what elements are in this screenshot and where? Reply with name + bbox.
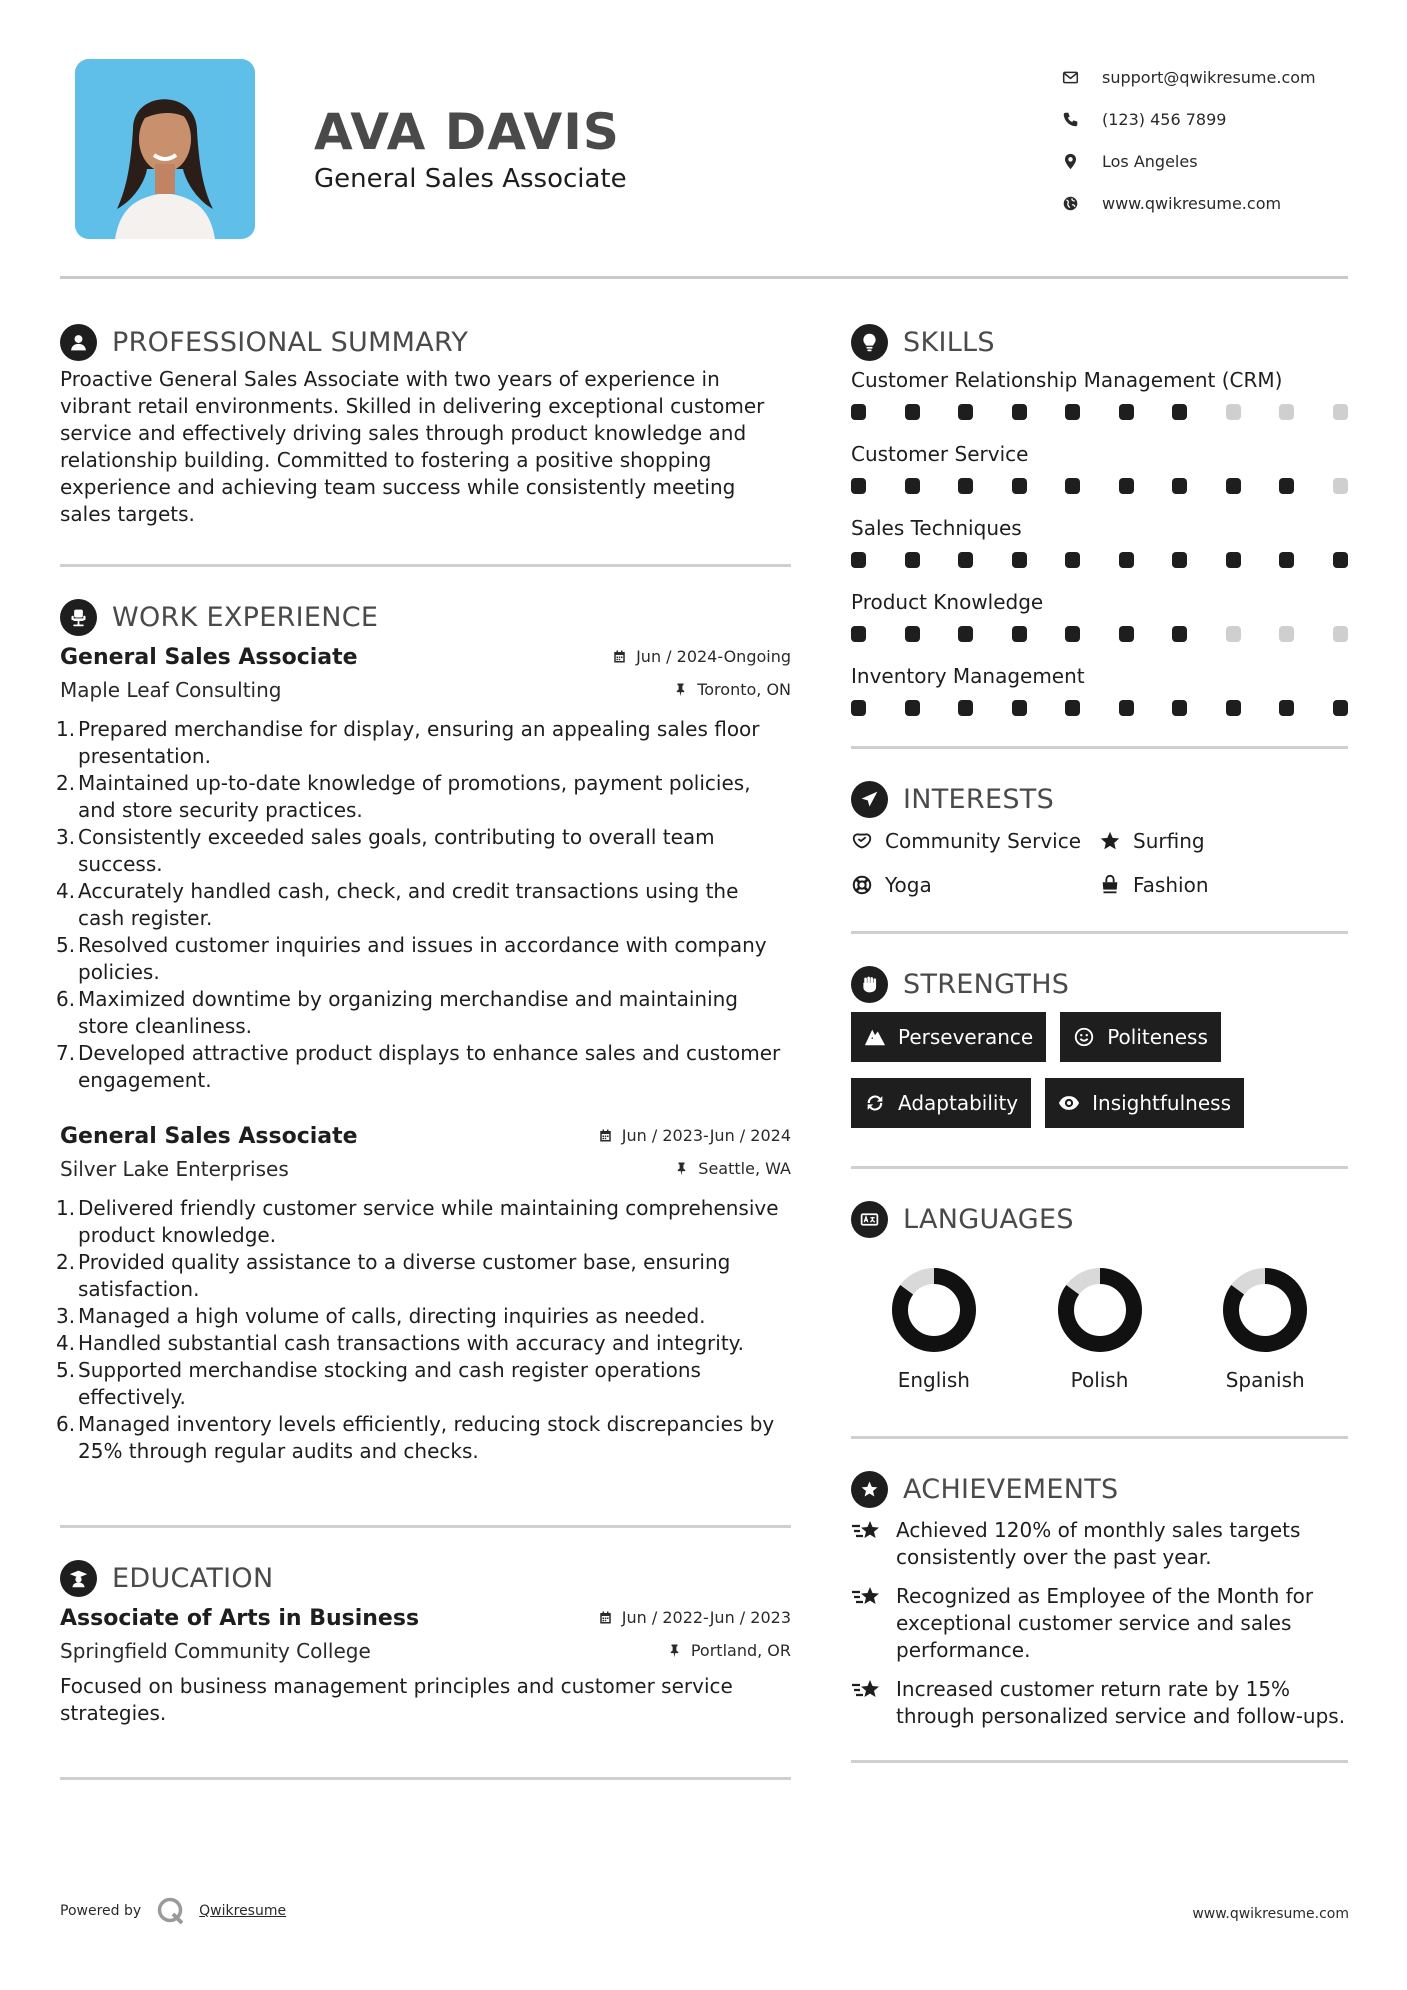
job-bullets bbox=[56, 716, 791, 1094]
rating-dot-filled bbox=[1226, 552, 1241, 568]
skill-rating bbox=[851, 616, 1348, 662]
lifebuoy-icon bbox=[851, 874, 873, 896]
rating-dot-filled bbox=[1226, 700, 1241, 716]
rating-dot-filled bbox=[1279, 700, 1294, 716]
rating-dot-filled bbox=[851, 478, 866, 494]
list-item: 5. Supported merchandise stocking and cash register operations effectively. bbox=[56, 1358, 701, 1409]
achievement-item bbox=[851, 1517, 1348, 1571]
contact-location bbox=[1062, 140, 1382, 182]
rating-dot-filled bbox=[958, 478, 973, 494]
skill-rating bbox=[851, 690, 1348, 736]
rating-dot-filled bbox=[1119, 404, 1134, 420]
shooting-star-icon bbox=[851, 1677, 883, 1703]
rating-dot-filled bbox=[1012, 478, 1027, 494]
summary-heading bbox=[60, 322, 791, 362]
rating-dot-filled bbox=[1065, 700, 1080, 716]
rating-dot-filled bbox=[1119, 626, 1134, 642]
language-donut bbox=[891, 1267, 977, 1353]
job-entry bbox=[56, 1124, 791, 1465]
envelope-icon bbox=[1062, 69, 1102, 86]
interests-heading bbox=[851, 779, 1348, 819]
star-icon bbox=[1099, 830, 1121, 852]
interest-item bbox=[851, 827, 1099, 855]
eye-icon bbox=[1058, 1092, 1080, 1114]
profile-photo bbox=[75, 59, 255, 239]
location-pin-icon bbox=[1062, 153, 1102, 170]
rating-dot-empty bbox=[1333, 404, 1348, 420]
rating-dot-filled bbox=[958, 626, 973, 642]
user-icon bbox=[60, 324, 97, 361]
job-date bbox=[612, 647, 791, 666]
rating-dot-filled bbox=[1333, 700, 1348, 716]
smile-icon bbox=[1073, 1026, 1095, 1048]
interest-label: Yoga bbox=[885, 873, 932, 897]
summary-text: Proactive General Sales Associate with two years of experience in vibrant retail environments. Skilled in delivering exceptional customer service and effectively driving sales through product knowledge and relationship building. Committed to fostering a positive shopping experience and achieving team success while consistently meeting sales targets. bbox=[60, 367, 765, 526]
contact-website[interactable] bbox=[1062, 182, 1382, 224]
list-item: 1. Prepared merchandise for display, ensuring an appealing sales floor presentation. bbox=[56, 717, 760, 768]
experience-heading bbox=[60, 597, 791, 637]
handshake-icon bbox=[851, 830, 873, 852]
interest-label: Fashion bbox=[1133, 873, 1209, 897]
rating-dot-filled bbox=[905, 626, 920, 642]
education-date-text: Jun / 2022-Jun / 2023 bbox=[621, 1608, 791, 1627]
achievement-text: Recognized as Employee of the Month for exceptional customer service and sales performance. bbox=[896, 1584, 1314, 1662]
rating-dot-filled bbox=[1172, 626, 1187, 642]
contact-phone[interactable] bbox=[1062, 98, 1382, 140]
rating-dot-filled bbox=[1279, 478, 1294, 494]
calendar-icon bbox=[598, 1128, 613, 1143]
list-item: 7. Developed attractive product displays to enhance sales and customer engagement. bbox=[56, 1041, 781, 1092]
star-badge-icon bbox=[851, 1471, 888, 1508]
skill-item bbox=[851, 662, 1348, 736]
list-item: 4. Handled substantial cash transactions with accuracy and integrity. bbox=[56, 1331, 744, 1355]
left-column bbox=[56, 322, 791, 1780]
list-item: 6. Managed inventory levels efficiently, reducing stock discrepancies by 25% through regular audits and checks. bbox=[56, 1412, 775, 1463]
skill-name: Customer Relationship Management (CRM) bbox=[851, 368, 1283, 392]
languages-title: LANGUAGES bbox=[903, 1203, 1074, 1235]
education-text: Focused on business management principles and customer service strategies. bbox=[60, 1674, 733, 1725]
languages-heading bbox=[851, 1199, 1348, 1239]
job-date-text: Jun / 2023-Jun / 2024 bbox=[621, 1126, 791, 1145]
language-item bbox=[1017, 1267, 1183, 1392]
rating-dot-filled bbox=[1119, 700, 1134, 716]
rating-dot-filled bbox=[1172, 404, 1187, 420]
rating-dot-filled bbox=[1012, 700, 1027, 716]
contact-email-text: support@qwikresume.com bbox=[1102, 67, 1316, 87]
language-item bbox=[851, 1267, 1017, 1392]
job-title: General Sales Associate bbox=[60, 645, 358, 670]
section-divider bbox=[851, 1166, 1348, 1169]
job-location-text: Seattle, WA bbox=[698, 1159, 791, 1178]
shooting-star-icon bbox=[851, 1518, 883, 1544]
achievement-text: Increased customer return rate by 15% through personalized service and follow-ups. bbox=[896, 1677, 1346, 1728]
language-donut bbox=[1222, 1267, 1308, 1353]
list-item: 2. Provided quality assistance to a diverse customer base, ensuring satisfaction. bbox=[56, 1250, 731, 1301]
job-company: Silver Lake Enterprises bbox=[60, 1157, 289, 1181]
strengths-heading bbox=[851, 964, 1348, 1004]
rating-dot-filled bbox=[1012, 404, 1027, 420]
rating-dot-filled bbox=[905, 700, 920, 716]
job-location bbox=[673, 680, 791, 699]
language-name: English bbox=[897, 1368, 970, 1392]
interest-label: Community Service bbox=[885, 829, 1082, 853]
job-location-text: Toronto, ON bbox=[697, 680, 791, 699]
contact-list bbox=[1062, 56, 1382, 224]
strengths-title: STRENGTHS bbox=[903, 968, 1070, 1000]
achievement-text: Achieved 120% of monthly sales targets consistently over the past year. bbox=[896, 1518, 1301, 1569]
contact-email[interactable] bbox=[1062, 56, 1382, 98]
list-item: 3. Managed a high volume of calls, directing inquiries as needed. bbox=[56, 1304, 706, 1328]
education-title: EDUCATION bbox=[112, 1562, 274, 1594]
skill-item bbox=[851, 514, 1348, 588]
rating-dot-filled bbox=[851, 700, 866, 716]
calendar-icon bbox=[598, 1610, 613, 1625]
list-item: 4. Accurately handled cash, check, and credit transactions using the cash register. bbox=[56, 879, 739, 930]
rating-dot-filled bbox=[851, 626, 866, 642]
job-date bbox=[598, 1126, 791, 1145]
rating-dot-filled bbox=[1065, 552, 1080, 568]
rating-dot-filled bbox=[851, 552, 866, 568]
rating-dot-filled bbox=[1279, 552, 1294, 568]
pushpin-icon bbox=[667, 1643, 682, 1658]
interests-title: INTERESTS bbox=[903, 783, 1055, 815]
section-divider bbox=[851, 931, 1348, 934]
section-divider bbox=[60, 564, 791, 567]
skills-list bbox=[851, 366, 1348, 736]
rating-dot-filled bbox=[1119, 478, 1134, 494]
strength-chip bbox=[1060, 1012, 1221, 1062]
education-heading bbox=[60, 1558, 791, 1598]
rating-dot-empty bbox=[1279, 404, 1294, 420]
rating-dot-filled bbox=[958, 404, 973, 420]
skill-name: Sales Techniques bbox=[851, 516, 1022, 540]
language-item bbox=[1182, 1267, 1348, 1392]
rating-dot-empty bbox=[1279, 626, 1294, 642]
rating-dot-filled bbox=[851, 404, 866, 420]
list-item: 1. Delivered friendly customer service while maintaining comprehensive product knowledge. bbox=[56, 1196, 779, 1247]
shopping-bag-icon bbox=[1099, 874, 1121, 896]
job-company: Maple Leaf Consulting bbox=[60, 678, 282, 702]
phone-icon bbox=[1062, 111, 1102, 128]
sync-icon bbox=[864, 1092, 886, 1114]
interest-label: Surfing bbox=[1133, 829, 1205, 853]
skill-name: Inventory Management bbox=[851, 664, 1085, 688]
list-item: 2. Maintained up-to-date knowledge of promotions, payment policies, and store security practices. bbox=[56, 771, 751, 822]
rating-dot-filled bbox=[1012, 552, 1027, 568]
language-name: Spanish bbox=[1225, 1368, 1305, 1392]
strength-label: Insightfulness bbox=[1092, 1091, 1231, 1115]
achievements-heading bbox=[851, 1469, 1348, 1509]
globe-icon bbox=[1062, 195, 1102, 212]
education-date bbox=[598, 1608, 791, 1627]
skill-rating bbox=[851, 394, 1348, 440]
skills-title: SKILLS bbox=[903, 326, 995, 358]
language-name: Polish bbox=[1070, 1368, 1129, 1392]
strength-chip bbox=[851, 1012, 1046, 1062]
rating-dot-filled bbox=[958, 552, 973, 568]
graduate-icon bbox=[60, 1560, 97, 1597]
achievement-item bbox=[851, 1676, 1348, 1730]
footer-powered-by bbox=[60, 1895, 286, 1927]
strength-chip bbox=[851, 1078, 1031, 1128]
section-divider bbox=[60, 1525, 791, 1528]
skill-rating bbox=[851, 468, 1348, 514]
candidate-title: General Sales Associate bbox=[314, 164, 627, 194]
pushpin-icon bbox=[674, 1161, 689, 1176]
language-icon bbox=[851, 1201, 888, 1238]
skill-name: Customer Service bbox=[851, 442, 1029, 466]
job-location bbox=[674, 1159, 791, 1178]
language-donut bbox=[1057, 1267, 1143, 1353]
skill-item bbox=[851, 440, 1348, 514]
school-name: Springfield Community College bbox=[60, 1639, 371, 1663]
calendar-icon bbox=[612, 649, 627, 664]
education-location bbox=[667, 1641, 791, 1660]
summary-title: PROFESSIONAL SUMMARY bbox=[112, 326, 469, 358]
achievement-item bbox=[851, 1583, 1348, 1664]
strength-label: Adaptability bbox=[898, 1091, 1019, 1115]
strengths-list bbox=[851, 1012, 1251, 1128]
rating-dot-filled bbox=[905, 552, 920, 568]
degree-title: Associate of Arts in Business bbox=[60, 1606, 420, 1631]
mountain-icon bbox=[864, 1026, 886, 1048]
rating-dot-filled bbox=[1226, 478, 1241, 494]
list-item: 3. Consistently exceeded sales goals, contributing to overall team success. bbox=[56, 825, 715, 876]
footer-url[interactable]: www.qwikresume.com bbox=[1192, 1906, 1349, 1922]
pushpin-icon bbox=[673, 682, 688, 697]
rating-dot-filled bbox=[1333, 552, 1348, 568]
paper-plane-icon bbox=[851, 781, 888, 818]
skill-item bbox=[851, 366, 1348, 440]
interest-item bbox=[851, 871, 1099, 899]
qwikresume-logo-icon bbox=[155, 1895, 187, 1927]
contact-website-text: www.qwikresume.com bbox=[1102, 193, 1282, 213]
rating-dot-filled bbox=[1065, 404, 1080, 420]
languages-list bbox=[851, 1267, 1348, 1392]
skill-name: Product Knowledge bbox=[851, 590, 1044, 614]
list-item: 5. Resolved customer inquiries and issues in accordance with company policies. bbox=[56, 933, 767, 984]
skill-item bbox=[851, 588, 1348, 662]
rating-dot-filled bbox=[1065, 478, 1080, 494]
brand-link[interactable]: Qwikresume bbox=[199, 1903, 287, 1919]
interest-item bbox=[1099, 827, 1339, 855]
lightbulb-icon bbox=[851, 324, 888, 361]
rating-dot-empty bbox=[1333, 478, 1348, 494]
skill-rating bbox=[851, 542, 1348, 588]
strength-label: Politeness bbox=[1107, 1025, 1208, 1049]
job-date-text: Jun / 2024-Ongoing bbox=[636, 647, 791, 666]
interests-list bbox=[851, 827, 1348, 899]
list-item: 6. Maximized downtime by organizing merchandise and maintaining store cleanliness. bbox=[56, 987, 738, 1038]
job-entry bbox=[56, 645, 791, 1094]
rating-dot-filled bbox=[958, 700, 973, 716]
rating-dot-empty bbox=[1226, 626, 1241, 642]
shooting-star-icon bbox=[851, 1584, 883, 1610]
rating-dot-filled bbox=[905, 404, 920, 420]
section-divider bbox=[851, 1436, 1348, 1439]
experience-title: WORK EXPERIENCE bbox=[112, 601, 379, 633]
section-divider bbox=[851, 1760, 1348, 1763]
rating-dot-filled bbox=[1119, 552, 1134, 568]
rating-dot-filled bbox=[905, 478, 920, 494]
achievements-title: ACHIEVEMENTS bbox=[903, 1473, 1119, 1505]
strength-chip bbox=[1045, 1078, 1244, 1128]
rating-dot-filled bbox=[1172, 552, 1187, 568]
contact-phone-text: (123) 456 7899 bbox=[1102, 109, 1227, 129]
right-column bbox=[851, 322, 1348, 1763]
job-title: General Sales Associate bbox=[60, 1124, 358, 1149]
rating-dot-filled bbox=[1172, 700, 1187, 716]
powered-by-text: Powered by bbox=[60, 1903, 142, 1919]
section-divider bbox=[851, 746, 1348, 749]
section-divider bbox=[60, 1777, 791, 1780]
contact-location-text: Los Angeles bbox=[1102, 151, 1198, 171]
skills-heading bbox=[851, 322, 1348, 362]
interest-item bbox=[1099, 871, 1339, 899]
job-bullets bbox=[56, 1195, 791, 1465]
rating-dot-empty bbox=[1226, 404, 1241, 420]
rating-dot-filled bbox=[1012, 626, 1027, 642]
fist-icon bbox=[851, 966, 888, 1003]
office-chair-icon bbox=[60, 599, 97, 636]
education-entry bbox=[60, 1606, 791, 1727]
rating-dot-filled bbox=[1065, 626, 1080, 642]
education-location-text: Portland, OR bbox=[690, 1641, 791, 1660]
rating-dot-empty bbox=[1333, 626, 1348, 642]
strength-label: Perseverance bbox=[898, 1025, 1034, 1049]
achievements-list bbox=[851, 1517, 1348, 1730]
header-divider bbox=[60, 276, 1348, 279]
rating-dot-filled bbox=[1172, 478, 1187, 494]
candidate-name: AVA DAVIS bbox=[314, 103, 620, 161]
